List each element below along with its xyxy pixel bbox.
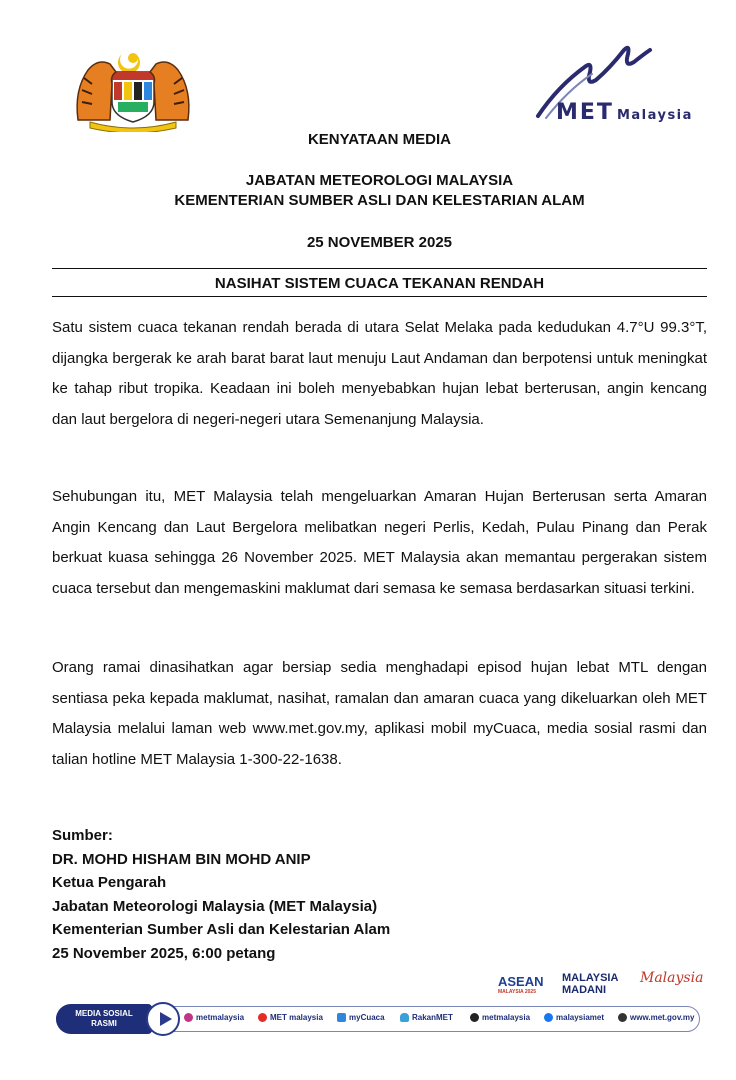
logo-main: MET [556, 100, 614, 125]
asean-subtext: MALAYSIA 2025 [498, 989, 536, 995]
logo-sub: Malaysia [616, 108, 693, 123]
facebook-icon [544, 1013, 553, 1022]
social-media-label [56, 1004, 152, 1034]
social-link-facebook[interactable] [544, 1013, 604, 1022]
social-link-instagram[interactable] [184, 1013, 244, 1022]
app-icon [337, 1013, 346, 1022]
divider-bottom [52, 296, 707, 297]
paragraph-3: Orang ramai dinasihatkan agar bersiap sedia menghadapi episod hujan lebat MTL dengan sentiasa peka kepada maklumat, nasihat, ramalan dan amaran cuaca yang dikeluarkan oleh MET Malaysia melalui laman web www.met.gov.my, aplikasi mobil myCuaca, media sosial rasmi dan talian hotline MET Malaysia 1-300-22-1638. [52, 659, 707, 768]
social-link-mycuaca[interactable] [337, 1013, 385, 1022]
youtube-icon [258, 1013, 267, 1022]
threads-icon [470, 1013, 479, 1022]
asean-badge [498, 974, 544, 995]
social-label-line2: RASMI [91, 1019, 117, 1028]
partner-badges [498, 970, 708, 1006]
madani-bottom: MADANI [562, 984, 606, 996]
signatory-ministry: Kementerian Sumber Asli dan Kelestarian Alam [52, 921, 391, 938]
visit-malaysia-badge: Malaysia [640, 970, 704, 986]
asean-text: ASEAN [498, 974, 544, 989]
met-logo-wordmark [556, 100, 693, 125]
subject-title: NASIHAT SISTEM CUACA TEKANAN RENDAH [214, 275, 545, 292]
social-link-text: myCuaca [349, 1013, 385, 1022]
paragraph-1: Satu sistem cuaca tekanan rendah berada di utara Selat Melaka pada kedudukan 4.7°U 99.3°T, dijangka bergerak ke arah barat barat laut menuju Laut Andaman dan berpotensi untuk meningkat ke tahap ribut tropika. Keadaan ini boleh menyebabkan hujan lebat berterusan, angin kencang dan laut bergelora di negeri-negeri utara Semenanjung Malaysia. [52, 319, 707, 428]
social-link-text: metmalaysia [196, 1013, 245, 1022]
signatory-department: Jabatan Meteorologi Malaysia (MET Malaysia) [52, 897, 378, 915]
social-label-line1: MEDIA SOSIAL [75, 1009, 133, 1018]
signatory-name: DR. MOHD HISHAM BIN MOHD ANIP [52, 850, 311, 868]
social-link-website[interactable] [618, 1013, 694, 1022]
signatory-position: Ketua Pengarah [52, 874, 167, 891]
source-label: Sumber: [52, 827, 113, 844]
globe-icon [618, 1013, 627, 1022]
social-link-text: MET malaysia [270, 1013, 323, 1022]
social-link-text: metmalaysia [482, 1013, 531, 1022]
ministry-title: KEMENTERIAN SUMBER ASLI DAN KELESTARIAN ALAM [174, 192, 585, 209]
statement-title: KENYATAAN MEDIA [307, 131, 452, 148]
cloud-icon [400, 1013, 409, 1022]
agency-title: JABATAN METEOROLOGI MALAYSIA [245, 172, 514, 189]
social-link-text: www.met.gov.my [630, 1013, 695, 1022]
social-link-youtube[interactable] [258, 1013, 323, 1022]
social-link-rakanmet[interactable] [400, 1013, 453, 1022]
malaysia-coat-of-arms-icon [70, 50, 196, 132]
date-title: 25 NOVEMBER 2025 [306, 234, 453, 251]
social-link-text: malaysiamet [556, 1013, 605, 1022]
paragraph-2: Sehubungan itu, MET Malaysia telah mengeluarkan Amaran Hujan Berterusan serta Amaran Angin Kencang dan Laut Bergelora melibatkan negeri Perlis, Kedah, Pulau Pinang dan Perak berkuat kuasa sehingga 26 November 2025. MET Malaysia akan memantau pergerakan sistem cuaca tersebut dan mengemaskini maklumat dari semasa ke semasa berdasarkan situasi terkini. [52, 488, 707, 597]
social-link-text: RakanMET [412, 1013, 453, 1022]
instagram-icon [184, 1013, 193, 1022]
madani-badge [562, 972, 618, 996]
play-icon [146, 1002, 180, 1036]
divider-top [52, 268, 707, 269]
madani-top: MALAYSIA [562, 972, 619, 984]
signature-block [52, 824, 707, 965]
social-link-threads[interactable] [470, 1013, 530, 1022]
signature-datetime: 25 November 2025, 6:00 petang [52, 944, 276, 962]
